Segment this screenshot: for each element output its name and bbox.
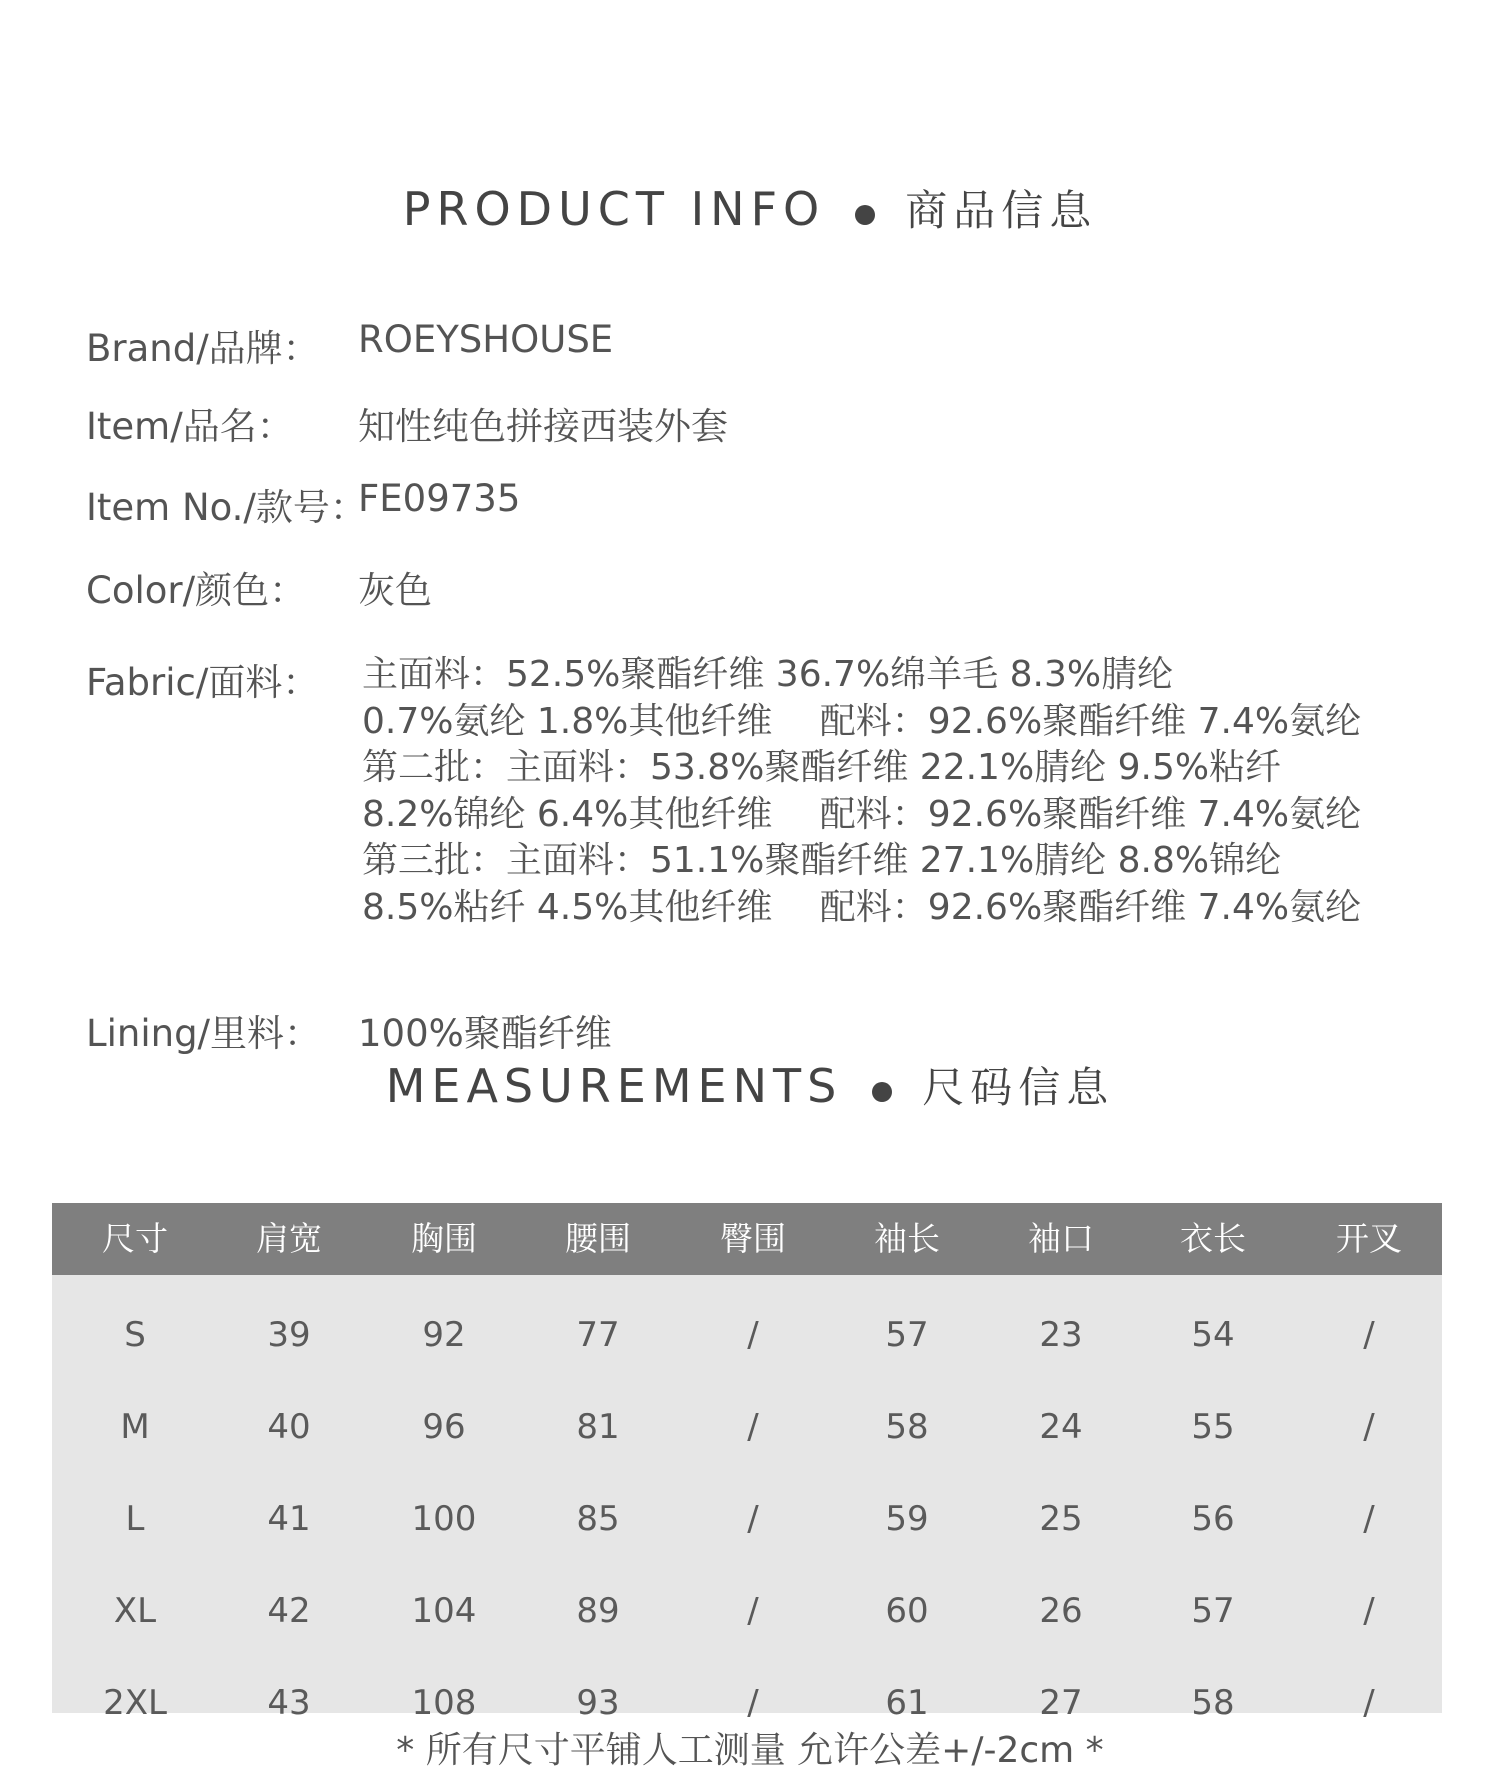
fabric-line: 主面料：52.5%聚酯纤维 36.7%绵羊毛 8.3%腈纶 <box>362 654 1174 695</box>
header-chest: 胸围 <box>411 1219 477 1258</box>
table-cell: 61 <box>885 1683 929 1723</box>
product-info-title-en: PRODUCT INFO <box>402 182 826 236</box>
table-cell: 41 <box>267 1499 311 1539</box>
header-hip: 臀围 <box>720 1219 786 1258</box>
table-cell: L <box>125 1499 145 1539</box>
lining-value: 100%聚酯纤维 <box>358 1012 612 1055</box>
table-cell: / <box>1363 1499 1375 1539</box>
table-cell: 58 <box>1191 1683 1235 1723</box>
item-no-value: FE09735 <box>358 477 521 520</box>
table-row <box>52 1381 1442 1473</box>
fabric-line: 0.7%氨纶 1.8%其他纤维 配料：92.6%聚酯纤维 7.4%氨纶 <box>362 700 1362 742</box>
lining-label: Lining/里料： <box>86 1012 322 1055</box>
fabric-line: 8.5%粘纤 4.5%其他纤维 配料：92.6%聚酯纤维 7.4%氨纶 <box>362 886 1362 928</box>
table-cell: / <box>747 1315 759 1355</box>
table-row <box>52 1473 1442 1565</box>
table-cell: 54 <box>1191 1315 1235 1355</box>
table-cell: 81 <box>576 1407 620 1447</box>
table-cell: 96 <box>422 1407 466 1447</box>
measurements-title <box>0 1055 1500 1115</box>
table-cell: 24 <box>1039 1407 1083 1447</box>
table-cell: 40 <box>267 1407 311 1447</box>
table-cell: 43 <box>267 1683 311 1723</box>
header-length: 衣长 <box>1180 1219 1246 1258</box>
color-value: 灰色 <box>358 569 432 612</box>
table-cell: 58 <box>885 1407 929 1447</box>
item-value: 知性纯色拼接西装外套 <box>358 405 728 448</box>
table-cell: 60 <box>885 1591 929 1631</box>
table-cell: / <box>747 1499 759 1539</box>
table-cell: 100 <box>411 1499 477 1539</box>
table-cell: 2XL <box>103 1683 167 1723</box>
item-no-label: Item No./款号： <box>86 486 367 529</box>
table-cell: 25 <box>1039 1499 1083 1539</box>
table-cell: / <box>1363 1591 1375 1631</box>
table-cell: 57 <box>885 1315 929 1355</box>
table-cell: XL <box>113 1591 157 1631</box>
table-cell: 26 <box>1039 1591 1083 1631</box>
table-cell: 104 <box>411 1591 477 1631</box>
table-cell: S <box>124 1315 146 1355</box>
fabric-line: 8.2%锦纶 6.4%其他纤维 配料：92.6%聚酯纤维 7.4%氨纶 <box>362 793 1362 835</box>
table-cell: / <box>747 1407 759 1447</box>
table-cell: 42 <box>267 1591 311 1631</box>
bullet-dot-icon <box>872 1082 892 1102</box>
table-cell: M <box>120 1407 150 1447</box>
fabric-line: 第三批：主面料：51.1%聚酯纤维 27.1%腈纶 8.8%锦纶 <box>362 840 1282 881</box>
table-cell: 93 <box>576 1683 620 1723</box>
table-cell: / <box>1363 1683 1375 1723</box>
table-cell: / <box>1363 1315 1375 1355</box>
table-cell: / <box>747 1683 759 1723</box>
header-waist: 腰围 <box>565 1219 631 1258</box>
table-cell: / <box>747 1591 759 1631</box>
item-label: Item/品名： <box>86 405 294 448</box>
header-sleeve-length: 袖长 <box>874 1219 940 1258</box>
header-slit: 开叉 <box>1336 1219 1402 1258</box>
measurements-title-en: MEASUREMENTS <box>385 1059 843 1113</box>
fabric-label: Fabric/面料： <box>86 661 320 704</box>
table-row <box>52 1289 1442 1381</box>
brand-value: ROEYSHOUSE <box>358 318 614 361</box>
table-cell: 55 <box>1191 1407 1235 1447</box>
header-shoulder: 肩宽 <box>256 1219 322 1258</box>
table-cell: 77 <box>576 1315 620 1355</box>
header-size: 尺寸 <box>102 1219 168 1258</box>
color-label: Color/颜色： <box>86 569 307 612</box>
table-cell: 108 <box>411 1683 477 1723</box>
table-cell: 59 <box>885 1499 929 1539</box>
table-cell: 89 <box>576 1591 620 1631</box>
table-cell: 57 <box>1191 1591 1235 1631</box>
table-cell: / <box>1363 1407 1375 1447</box>
table-cell: 39 <box>267 1315 311 1355</box>
product-info-title-zh: 商品信息 <box>905 186 1098 235</box>
product-info-title <box>0 178 1500 238</box>
fabric-line: 第二批：主面料：53.8%聚酯纤维 22.1%腈纶 9.5%粘纤 <box>362 747 1282 788</box>
brand-label: Brand/品牌： <box>86 327 320 370</box>
table-cell: 85 <box>576 1499 620 1539</box>
bullet-dot-icon <box>855 205 875 225</box>
table-row <box>52 1565 1442 1657</box>
measurement-footnote: * 所有尺寸平铺人工测量 允许公差+/-2cm * <box>396 1730 1104 1771</box>
table-cell: 23 <box>1039 1315 1083 1355</box>
fabric-composition <box>362 652 1361 931</box>
table-cell: 27 <box>1039 1683 1083 1723</box>
measurements-title-zh: 尺码信息 <box>922 1063 1115 1112</box>
header-cuff: 袖口 <box>1028 1219 1094 1258</box>
table-cell: 56 <box>1191 1499 1235 1539</box>
table-cell: 92 <box>422 1315 466 1355</box>
size-table <box>52 1203 1442 1723</box>
table-header <box>52 1203 1442 1275</box>
